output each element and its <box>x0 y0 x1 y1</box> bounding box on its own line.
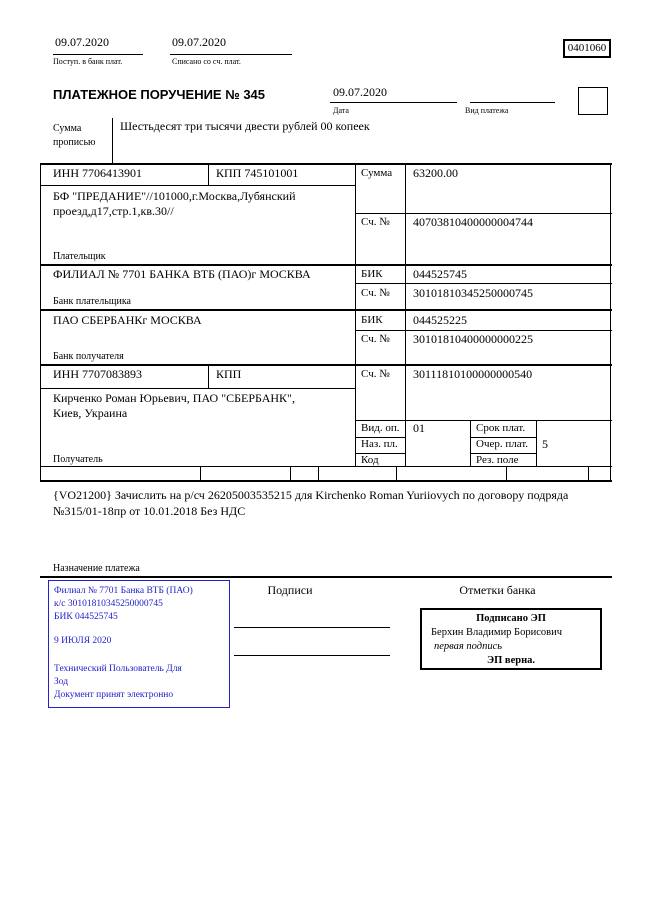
op-value: 01 <box>413 421 425 435</box>
debited-date-underline <box>170 54 292 55</box>
payer-bank-acc-label: Сч. № <box>361 287 390 299</box>
bank-marks-heading: Отметки банка <box>459 583 536 597</box>
document-date: 09.07.2020 <box>333 85 387 99</box>
esign-verified: ЭП верна. <box>486 655 535 666</box>
payee-inn-row-border <box>40 388 355 389</box>
stamp-user-line2: Зод <box>54 677 69 687</box>
payer-acc-label: Сч. № <box>361 216 390 228</box>
payer-inn: ИНН 7706413901 <box>53 166 142 180</box>
stamp-bik: БИК 044525745 <box>54 612 118 622</box>
received-date-label: Поступ. в банк плат. <box>53 57 123 66</box>
payee-bank-bik-label: БИК <box>361 314 383 326</box>
op-value-divider <box>470 420 471 466</box>
debited-date: 09.07.2020 <box>172 35 226 49</box>
inn-row-border <box>40 185 355 186</box>
payee-name: Кирченко Роман Юрьевич, ПАО "СБЕРБАНК", Киев, Украина <box>53 391 295 420</box>
received-date-underline <box>53 54 143 55</box>
op-label: Вид. оп. <box>361 422 400 434</box>
bottom-row-divider-6 <box>588 466 589 480</box>
res-field-label: Рез. поле <box>476 454 519 466</box>
table-border-left <box>40 163 41 482</box>
payer-bank-section-label: Банк плательщика <box>53 296 131 307</box>
sum-cell-border <box>355 213 612 214</box>
payer-bank-acc: 30101810345250000745 <box>413 286 533 300</box>
bottom-row-divider-5 <box>506 466 507 480</box>
amount-words-label: Сумма прописью <box>53 123 96 148</box>
esign-title: Подписано ЭП <box>476 613 546 624</box>
document-date-label: Дата <box>333 106 349 115</box>
esign-role: первая подпись <box>434 641 503 652</box>
payer-inn-kpp-divider <box>208 163 209 185</box>
table-border-top <box>40 163 612 165</box>
stamp-accepted: Документ принят электронно <box>54 690 174 700</box>
payment-type-underline <box>470 102 555 103</box>
document-title: ПЛАТЕЖНОЕ ПОРУЧЕНИЕ № 345 <box>53 87 266 102</box>
label-column-divider <box>355 163 356 466</box>
stamp-corr-account: к/с 30101810345250000745 <box>54 599 163 609</box>
document-date-underline <box>330 102 457 103</box>
form-code-box: 0401060 <box>563 39 611 58</box>
bottom-row-divider-2 <box>290 466 291 480</box>
bottom-row-divider-4 <box>396 466 397 480</box>
payee-inn-kpp-divider <box>208 364 209 388</box>
payee-section-border <box>40 466 612 467</box>
payee-bank-name: ПАО СБЕРБАНКг МОСКВА <box>53 313 202 327</box>
amount-words-value: Шестьдесят три тысячи двести рублей 00 копеек <box>120 119 370 133</box>
payer-kpp: КПП 745101001 <box>216 166 299 180</box>
bottom-row-divider-1 <box>200 466 201 480</box>
signature-line-1 <box>234 627 390 628</box>
priority-label: Очер. плат. <box>476 438 529 450</box>
signature-line-2 <box>234 655 390 656</box>
table-border-right <box>610 163 611 482</box>
stamp-bank-name: Филиал № 7701 Банка ВТБ (ПАО) <box>54 586 193 596</box>
table-border-bottom <box>40 480 612 482</box>
payer-bank-bik: 044525745 <box>413 267 467 281</box>
payee-bank-section-label: Банк получателя <box>53 351 124 362</box>
payment-type-label: Вид платежа <box>465 106 509 115</box>
payer-bank-bik-border <box>355 283 612 284</box>
priority-value: 5 <box>542 437 548 451</box>
payee-acc-label: Сч. № <box>361 368 390 380</box>
naz-label: Наз. пл. <box>361 438 398 450</box>
amount-words-divider <box>112 118 113 163</box>
value-column-divider <box>405 163 406 466</box>
payee-bank-acc: 30101810400000000225 <box>413 332 533 346</box>
debited-date-label: Списано со сч. плат. <box>172 57 241 66</box>
payee-bank-section-border <box>40 364 612 366</box>
stamp-user-line1: Технический Пользователь Для <box>54 664 182 674</box>
payer-bank-name: ФИЛИАЛ № 7701 БАНКА ВТБ (ПАО)г МОСКВА <box>53 267 311 281</box>
bottom-row-divider-3 <box>318 466 319 480</box>
payer-acc: 40703810400000004744 <box>413 215 533 229</box>
status-box <box>578 87 608 115</box>
received-date: 09.07.2020 <box>55 35 109 49</box>
esign-signer-name: Берхин Владимир Борисович <box>431 627 562 638</box>
payer-name: БФ "ПРЕДАНИЕ"//101000,г.Москва,Лубянский проезд,д17,стр.1,кв.30// <box>53 189 296 218</box>
signatures-heading: Подписи <box>267 583 313 597</box>
sum-label: Сумма <box>361 167 393 179</box>
payment-purpose-text: {VO21200} Зачислить на р/сч 26205003535215 для Kirchenko Roman Yuriiovych по договору подряда №315/01-18пр от 10.01.2018 Без НДС <box>53 488 569 518</box>
payer-bank-section-border <box>40 309 612 311</box>
stamp-date: 9 ИЮЛЯ 2020 <box>54 636 112 646</box>
payee-bank-acc-label: Сч. № <box>361 333 390 345</box>
payer-bank-bik-label: БИК <box>361 268 383 280</box>
term-label: Срок плат. <box>476 422 526 434</box>
op-rows-top-border <box>355 420 612 421</box>
payee-acc: 30111810100000000540 <box>413 367 533 381</box>
payer-section-label: Плательщик <box>53 251 106 262</box>
purpose-section-label: Назначение платежа <box>53 563 140 574</box>
bank-stamp <box>48 580 230 708</box>
code-label: Код <box>361 454 379 466</box>
term-value-divider <box>536 420 537 466</box>
payee-section-label: Получатель <box>53 454 103 465</box>
esign-box <box>420 608 602 670</box>
payee-bank-bik: 044525225 <box>413 313 467 327</box>
sum-value: 63200.00 <box>413 166 458 180</box>
payee-bank-bik-border <box>355 330 612 331</box>
payee-kpp: КПП <box>216 367 242 381</box>
payer-section-border <box>40 264 612 266</box>
purpose-section-border <box>40 576 612 578</box>
payee-inn: ИНН 7707083893 <box>53 367 142 381</box>
